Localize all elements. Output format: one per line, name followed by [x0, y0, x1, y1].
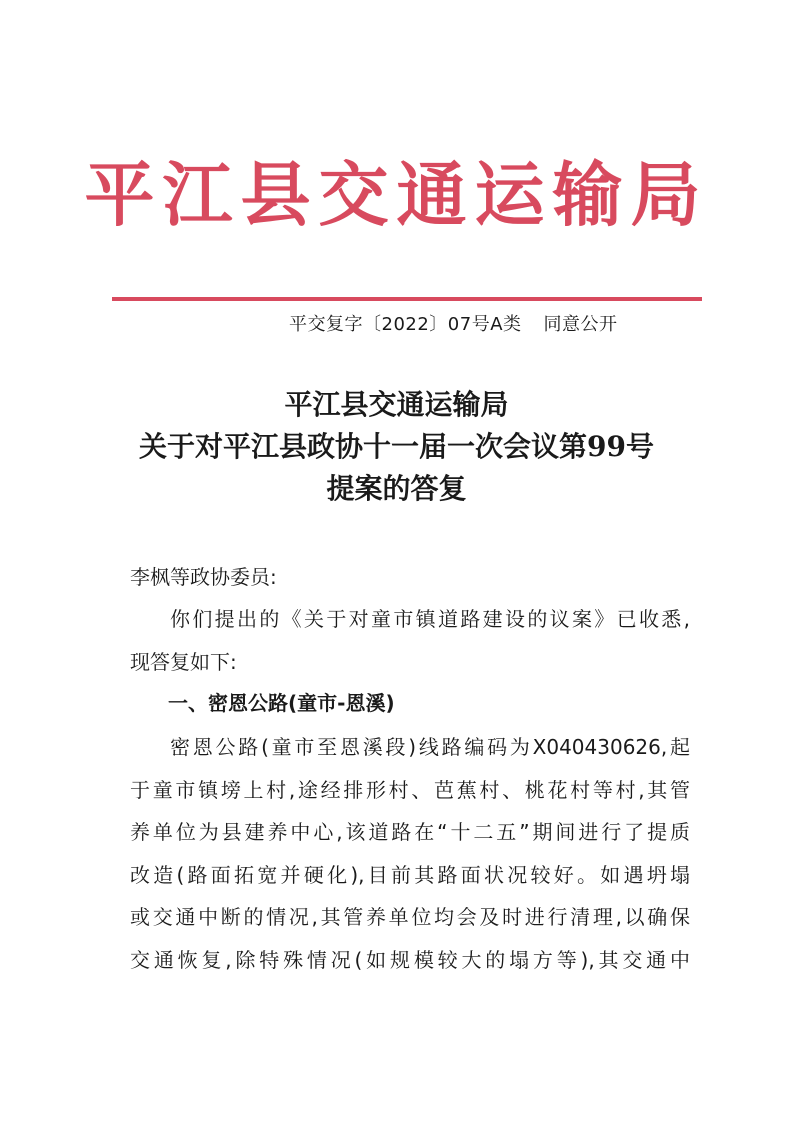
- document-title: [0, 384, 793, 510]
- letterhead-agency-name: 平江县交通运输局: [84, 153, 709, 236]
- paragraph-line: 养单位为县建养中心,该道路在“十二五”期间进行了提质: [130, 820, 690, 844]
- document-code: 平交复字〔2022〕07号A类: [289, 314, 522, 335]
- document-number-line: [289, 311, 618, 339]
- section-heading-1: 一、密恩公路(童市-恩溪): [168, 691, 395, 715]
- title-line-1: 平江县交通运输局: [284, 388, 509, 421]
- paragraph-line: 改造(路面拓宽并硬化),目前其路面状况较好。如遇坍塌: [130, 862, 690, 887]
- title-line-2: 关于对平江县政协十一届一次会议第99号: [139, 430, 654, 463]
- paragraph-line: 你们提出的《关于对童市镇道路建设的议案》已收悉,: [170, 607, 690, 631]
- disclosure-status: 同意公开: [543, 314, 618, 335]
- title-line-3: 提案的答复: [326, 472, 467, 505]
- paragraph-line: 于童市镇塝上村,途经排形村、芭蕉村、桃花村等村,其管: [130, 777, 690, 802]
- letterhead-red-rule: [112, 297, 702, 301]
- paragraph-reply-intro: [130, 598, 690, 683]
- paragraph-line: 交通恢复,除特殊情况(如规模较大的塌方等),其交通中: [130, 947, 690, 972]
- paragraph-line: 密恩公路(童市至恩溪段)线路编码为X040430626,起: [170, 735, 690, 759]
- paragraph-line: 现答复如下:: [130, 649, 237, 674]
- salutation: 李枫等政协委员:: [130, 565, 277, 589]
- paragraph-line: 或交通中断的情况,其管养单位均会及时进行清理,以确保: [130, 905, 690, 929]
- paragraph-section-1: [130, 726, 690, 981]
